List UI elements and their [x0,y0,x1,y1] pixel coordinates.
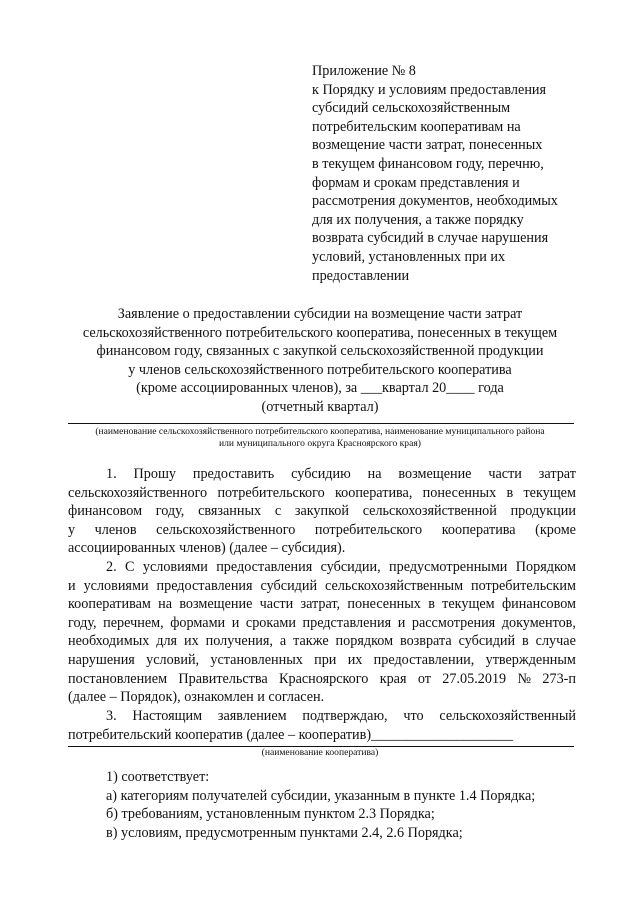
applicant-caption [40,426,600,450]
title-line: финансовом году, связанных с закупкой сельскохозяйственной продукции [96,343,544,360]
appendix-line: возврата субсидий в случае нарушения [312,230,549,247]
appendix-line: для их получения, а также порядку [312,211,524,228]
appendix-line: рассмотрения документов, необходимых [312,193,558,210]
appendix-line: возмещение части затрат, понесенных [312,137,543,154]
caption-line: или муниципального округа Красноярского края) [219,438,421,449]
appendix-line: в текущем финансовом году, перечню, [312,155,544,172]
conditions-line: 1) соответствует: [106,769,210,785]
paragraph-2 [68,558,576,707]
title-line: сельскохозяйственного потребительского кооператива, понесенных в текущем [82,324,558,341]
paragraph-1 [68,465,576,558]
appendix-line: предоставлении [312,267,410,284]
paragraph-line: сельскохозяйственного потребительского кооператива, понесенных в текущем [68,484,576,501]
paragraph-line: постановлением Правительства Красноярского края от 27.05.2019 № 273-п [68,670,576,687]
title-line: (кроме ассоциированных членов), за ___квартал 20____ года [136,380,504,397]
document-title [40,305,600,417]
paragraph-line: потребительский кооператив (далее – кооператив)____________________ [68,726,513,743]
appendix-line: Приложение № 8 [312,63,416,79]
paragraph-line: кооперативам на возмещение части затрат, понесенных в текущем финансовом [68,596,576,613]
paragraph-line: у членов сельскохозяйственного потребительского кооператива (кроме [68,521,576,538]
paragraph-line: и условиями предоставления субсидий сельскохозяйственным потребительским [68,577,576,594]
conditions-line: а) категориям получателей субсидии, указанным в пункте 1.4 Порядка; [106,787,536,804]
appendix-header [312,62,612,285]
paragraph-line: нарушения условий, установленных при их предоставлении, утвержденным [68,651,576,668]
cooperative-caption: (наименование кооператива) [261,747,379,758]
paragraph-3 [68,707,576,744]
paragraph-line: году, перечнем, формами и сроками представления и рассмотрения документов, [68,614,576,631]
applicant-name-line [68,423,574,424]
paragraph-line: 2. С условиями предоставления субсидии, предусмотренными Порядком [106,559,576,575]
conditions-line: в) условиям, предусмотренным пунктами 2.4, 2.6 Порядка; [106,824,463,841]
title-line: Заявление о предоставлении субсидии на возмещение части затрат [117,306,523,322]
paragraph-line: ассоциированных членов) (далее – субсидия). [68,540,346,557]
paragraph-line: (далее – Порядок), ознакомлен и согласен. [68,689,325,706]
appendix-line: к Порядку и условиям предоставления [312,81,547,98]
appendix-line: формам и срокам представления и [312,174,520,191]
appendix-line: субсидий сельскохозяйственным [312,100,511,117]
caption-line: (наименование сельскохозяйственного потребительского кооператива, наименование муниципального района [95,426,545,437]
paragraph-line: 3. Настоящим заявлением подтверждаю, что сельскохозяйственный [106,708,576,724]
title-line: у членов сельскохозяйственного потребительского кооператива [128,361,512,378]
title-line: (отчетный квартал) [261,398,379,415]
conditions-line: б) требованиям, установленным пунктом 2.3 Порядка; [106,806,435,823]
conditions-list [68,768,576,842]
paragraph-line: финансовом году, связанных с закупкой сельскохозяйственной продукции [68,503,576,520]
appendix-line: потребительским кооперативам на [312,118,521,135]
paragraph-line: необходимых для их получения, а также порядком возврата субсидий в случае [68,633,576,650]
appendix-line: условий, установленных при их [312,248,506,265]
paragraph-line: 1. Прошу предоставить субсидию на возмещение части затрат [106,466,576,482]
